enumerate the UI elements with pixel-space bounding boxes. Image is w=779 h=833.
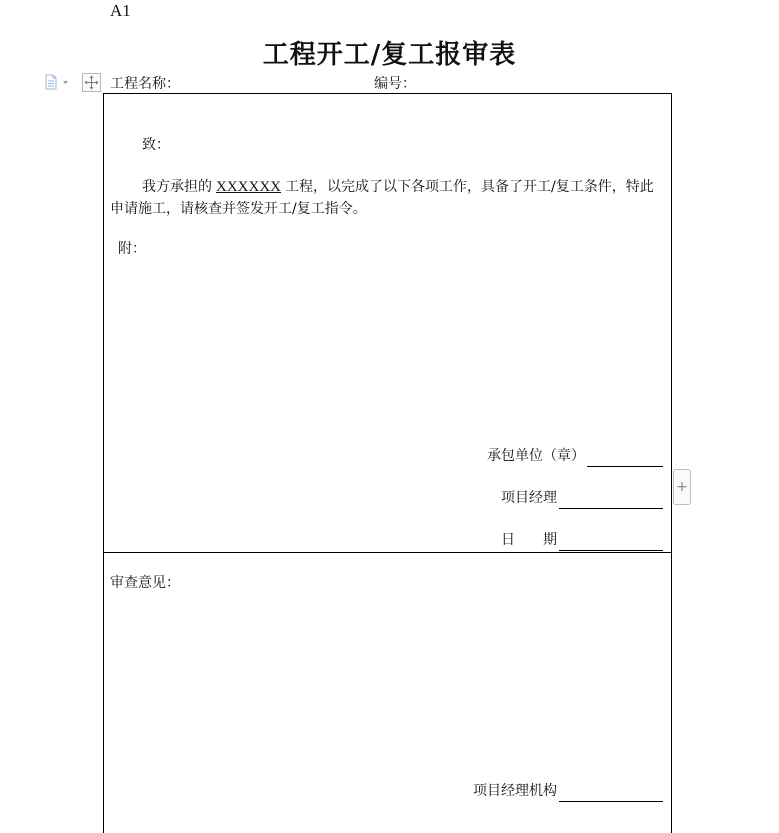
- contractor-signature-line[interactable]: [587, 452, 663, 467]
- application-body: [110, 176, 666, 220]
- body-prefix: 我方承担的: [142, 179, 212, 195]
- date-label: [501, 529, 557, 551]
- attachment-label: 附：: [118, 241, 146, 257]
- date-signature-row: [501, 529, 663, 551]
- move-arrows-icon: [83, 74, 100, 91]
- report-form-table: [103, 93, 672, 833]
- document-page-icon[interactable]: [44, 74, 70, 90]
- table-move-handle[interactable]: [82, 73, 101, 92]
- project-name-label: 工程名称：: [110, 76, 180, 92]
- project-manager-signature-row: [501, 487, 663, 509]
- date-label-part-2: 期: [543, 532, 557, 548]
- contractor-label: 承包单位（章）: [487, 448, 585, 464]
- addressee-label: 致：: [142, 137, 170, 153]
- date-label-part-1: 日: [501, 532, 515, 548]
- contractor-signature-row: [487, 445, 663, 467]
- body-suffix: 工程，以完成了以下各项工作，具备了开工/复工条件，特此申请施工，请核查并签发开工/复工指令。: [110, 179, 654, 217]
- agency-signature-row: [473, 780, 663, 802]
- review-opinion-label: 审查意见：: [110, 575, 180, 591]
- document-code: A1: [110, 1, 131, 20]
- agency-label: 项目经理机构: [473, 783, 557, 799]
- project-name-placeholder: XXXXXX: [216, 179, 281, 195]
- date-signature-line[interactable]: [559, 536, 663, 551]
- add-row-button[interactable]: +: [673, 469, 691, 505]
- number-label: 编号：: [374, 76, 416, 92]
- page-title: 工程开工/复工报审表: [262, 40, 517, 70]
- project-manager-label: 项目经理: [501, 490, 557, 506]
- agency-signature-line[interactable]: [559, 787, 663, 802]
- project-manager-signature-line[interactable]: [559, 494, 663, 509]
- table-row-divider: [104, 552, 671, 553]
- chevron-down-icon: [63, 81, 68, 84]
